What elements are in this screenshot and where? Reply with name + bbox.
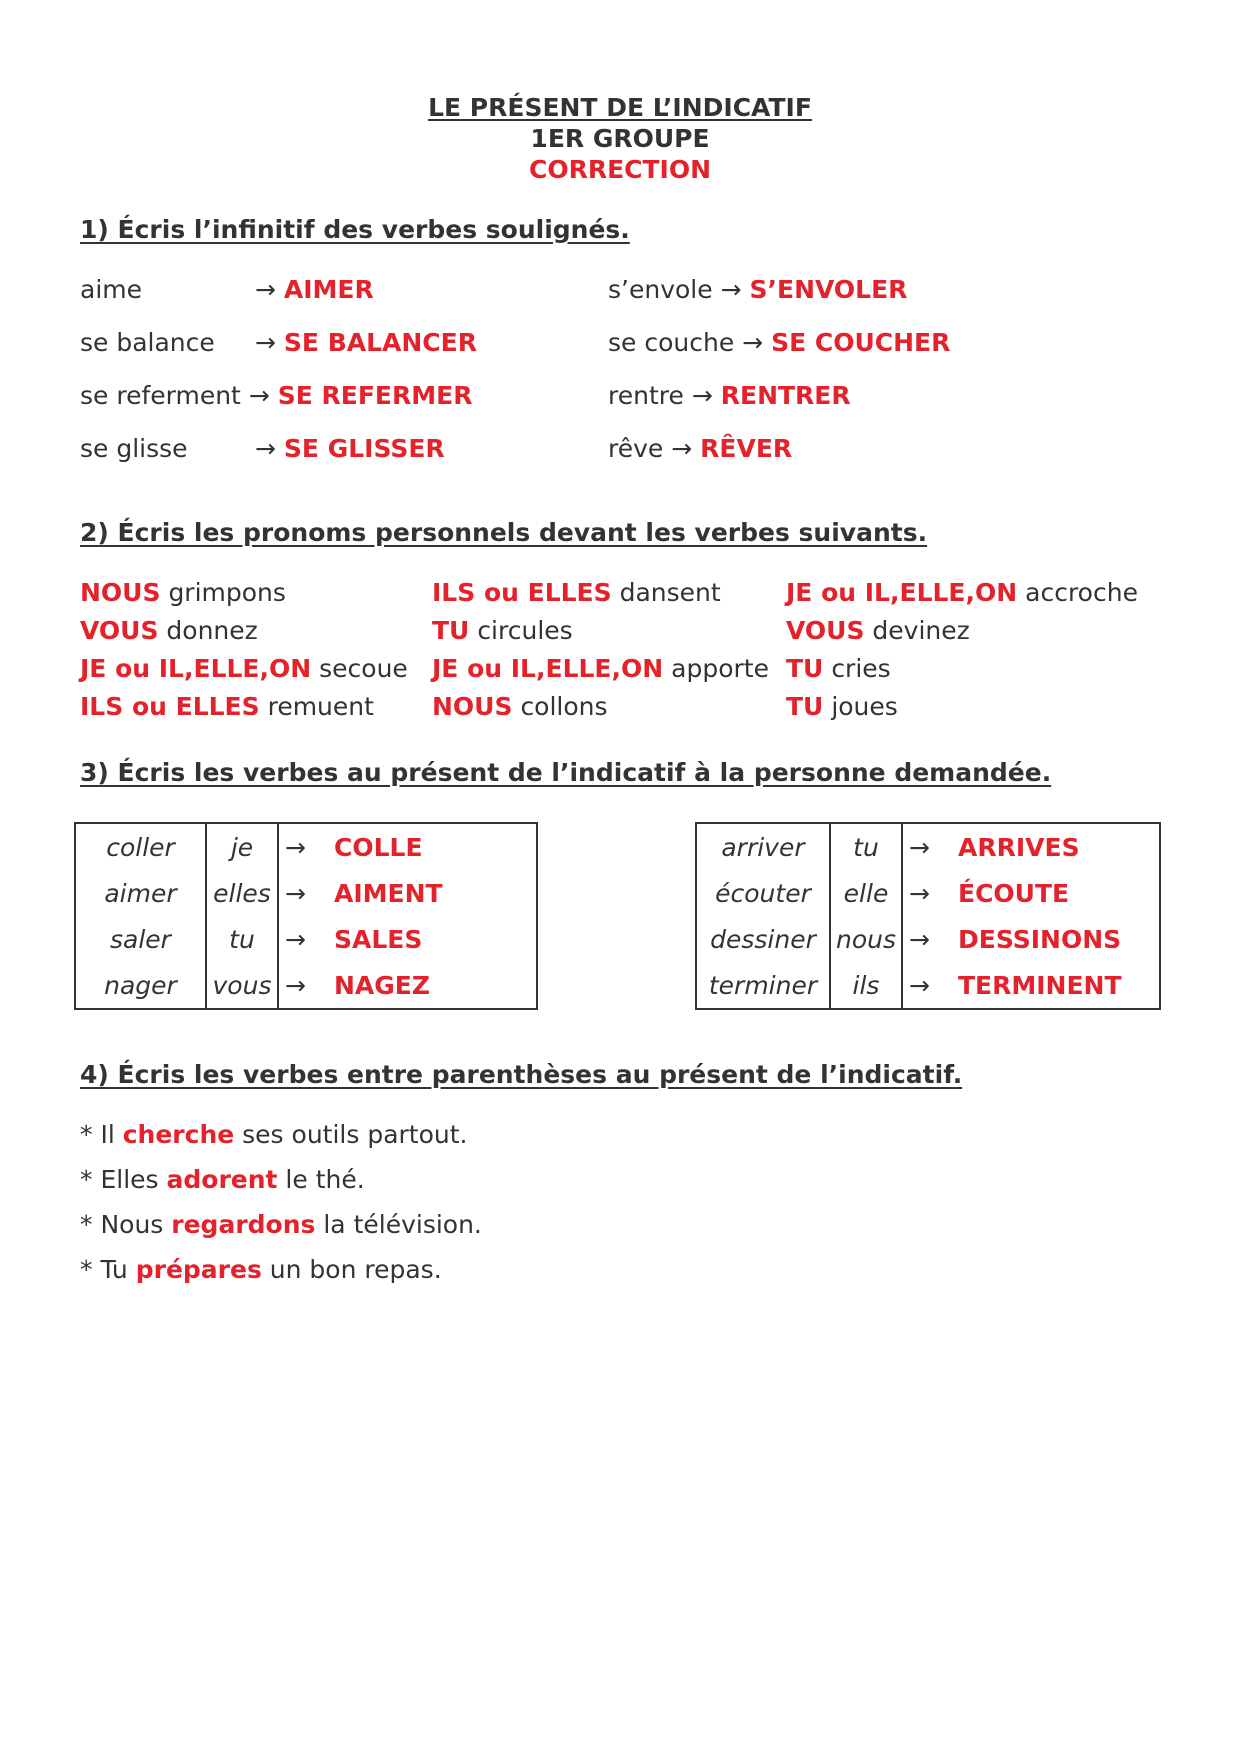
sentence-end: le thé. bbox=[277, 1165, 365, 1194]
arrow-icon: → bbox=[909, 832, 930, 862]
pronoun-text: JE ou IL,ELLE,ON bbox=[432, 654, 664, 683]
answer-cell: NAGEZ bbox=[334, 970, 430, 1000]
pronoun-text: TU bbox=[786, 692, 824, 721]
arrow-icon: → bbox=[255, 328, 276, 357]
sentence-start: * Il bbox=[80, 1120, 123, 1149]
section-1-title: 1) Écris l’infinitif des verbes soulignés. bbox=[80, 215, 630, 244]
pronoun-text: ILS ou ELLES bbox=[80, 692, 260, 721]
answer-cell: AIMENT bbox=[334, 878, 443, 908]
sentence-end: la télévision. bbox=[315, 1210, 482, 1239]
conjugation-table-left bbox=[74, 822, 538, 1010]
arrow-icon: → bbox=[742, 328, 764, 357]
pronoun-text: TU bbox=[786, 654, 824, 683]
list-item bbox=[432, 578, 721, 607]
arrow-icon: → bbox=[671, 434, 693, 463]
arrow-icon: → bbox=[285, 970, 306, 1000]
list-item bbox=[608, 275, 907, 304]
table-row bbox=[75, 962, 537, 1009]
answer-cell: ÉCOUTE bbox=[958, 878, 1070, 908]
verb-text: grimpons bbox=[168, 578, 286, 607]
list-item bbox=[80, 328, 215, 357]
answer-text: SE COUCHER bbox=[771, 328, 951, 357]
pronoun-cell: elles bbox=[206, 870, 278, 916]
pronoun-text: NOUS bbox=[432, 692, 513, 721]
answer-cell: ARRIVES bbox=[958, 832, 1080, 862]
answer-text: SE GLISSER bbox=[283, 434, 445, 463]
verb-cell: écouter bbox=[696, 870, 830, 916]
list-item bbox=[80, 1255, 442, 1284]
answer-text: RÊVER bbox=[700, 434, 793, 463]
list-item bbox=[80, 578, 286, 607]
answer-cell: COLLE bbox=[334, 832, 423, 862]
arrow-icon: → bbox=[285, 832, 306, 862]
correction-label: CORRECTION bbox=[528, 155, 712, 184]
table-row bbox=[75, 823, 537, 870]
verb-cell: nager bbox=[75, 962, 206, 1009]
pronoun-cell: elle bbox=[830, 870, 902, 916]
table-row bbox=[696, 870, 1160, 916]
list-item bbox=[80, 1120, 468, 1149]
section-2-title: 2) Écris les pronoms personnels devant les verbes suivants. bbox=[80, 518, 928, 547]
verb-text: se referment bbox=[80, 381, 241, 410]
pronoun-text: JE ou IL,ELLE,ON bbox=[786, 578, 1018, 607]
answer-text: prépares bbox=[135, 1255, 262, 1284]
list-item bbox=[786, 616, 970, 645]
table-row bbox=[696, 962, 1160, 1009]
pronoun-text: VOUS bbox=[786, 616, 865, 645]
verb-text: secoue bbox=[319, 654, 408, 683]
verb-text: dansent bbox=[619, 578, 721, 607]
section-3-title: 3) Écris les verbes au présent de l’indicatif à la personne demandée. bbox=[80, 758, 1052, 787]
pronoun-cell: je bbox=[206, 823, 278, 870]
answer-text: cherche bbox=[122, 1120, 235, 1149]
list-item bbox=[80, 1210, 482, 1239]
verb-text: remuent bbox=[267, 692, 374, 721]
verb-text: rentre bbox=[608, 381, 684, 410]
verb-text: joues bbox=[831, 692, 898, 721]
pronoun-cell: ils bbox=[830, 962, 902, 1009]
table-row bbox=[696, 916, 1160, 962]
arrow-icon: → bbox=[691, 381, 713, 410]
table-row bbox=[75, 916, 537, 962]
list-item bbox=[80, 692, 374, 721]
verb-text: se couche bbox=[608, 328, 735, 357]
answer-cell: TERMINENT bbox=[958, 970, 1122, 1000]
answer-text: AIMER bbox=[283, 275, 374, 304]
verb-cell: arriver bbox=[696, 823, 830, 870]
verb-text: se glisse bbox=[80, 434, 188, 463]
answer-text: regardons bbox=[171, 1210, 316, 1239]
verb-text: rêve bbox=[608, 434, 664, 463]
answer-text: SE REFERMER bbox=[277, 381, 473, 410]
list-item bbox=[255, 434, 445, 463]
pronoun-text: ILS ou ELLES bbox=[432, 578, 612, 607]
arrow-icon: → bbox=[255, 275, 276, 304]
list-item bbox=[432, 616, 573, 645]
verb-cell: saler bbox=[75, 916, 206, 962]
list-item bbox=[80, 381, 472, 410]
list-item bbox=[432, 654, 769, 683]
arrow-icon: → bbox=[720, 275, 742, 304]
list-item bbox=[608, 434, 792, 463]
conjugation-table-right bbox=[695, 822, 1161, 1010]
list-item bbox=[80, 616, 258, 645]
list-item bbox=[786, 692, 898, 721]
verb-cell: coller bbox=[75, 823, 206, 870]
answer-text: RENTRER bbox=[720, 381, 851, 410]
verb-text: donnez bbox=[166, 616, 258, 645]
table-row bbox=[75, 870, 537, 916]
sentence-start: * Tu bbox=[80, 1255, 136, 1284]
sentence-start: * Nous bbox=[80, 1210, 172, 1239]
list-item bbox=[786, 654, 891, 683]
arrow-icon: → bbox=[909, 970, 930, 1000]
pronoun-cell: nous bbox=[830, 916, 902, 962]
page-header bbox=[0, 92, 1240, 185]
answer-text: SE BALANCER bbox=[283, 328, 477, 357]
list-item bbox=[608, 328, 950, 357]
list-item bbox=[786, 578, 1138, 607]
page-title: LE PRÉSENT DE L’INDICATIF bbox=[428, 93, 812, 122]
answer-cell: SALES bbox=[334, 924, 423, 954]
verb-text: aime bbox=[80, 275, 142, 304]
arrow-icon: → bbox=[248, 381, 270, 410]
verb-cell: dessiner bbox=[696, 916, 830, 962]
verb-text: apporte bbox=[671, 654, 769, 683]
verb-text: devinez bbox=[872, 616, 970, 645]
list-item bbox=[80, 1165, 365, 1194]
verb-cell: terminer bbox=[696, 962, 830, 1009]
sentence-start: * Elles bbox=[80, 1165, 167, 1194]
page-subtitle: 1ER GROUPE bbox=[530, 124, 710, 153]
list-item bbox=[80, 275, 142, 304]
table-row bbox=[696, 823, 1160, 870]
answer-cell: DESSINONS bbox=[958, 924, 1122, 954]
list-item bbox=[255, 328, 477, 357]
verb-text: s’envole bbox=[608, 275, 713, 304]
pronoun-cell: tu bbox=[206, 916, 278, 962]
verb-cell: aimer bbox=[75, 870, 206, 916]
arrow-icon: → bbox=[909, 878, 930, 908]
list-item bbox=[255, 275, 374, 304]
list-item bbox=[432, 692, 608, 721]
pronoun-text: JE ou IL,ELLE,ON bbox=[80, 654, 312, 683]
verb-text: cries bbox=[831, 654, 891, 683]
verb-text: accroche bbox=[1025, 578, 1138, 607]
arrow-icon: → bbox=[285, 924, 306, 954]
section-4-title: 4) Écris les verbes entre parenthèses au présent de l’indicatif. bbox=[80, 1060, 963, 1089]
pronoun-cell: vous bbox=[206, 962, 278, 1009]
sentence-end: ses outils partout. bbox=[234, 1120, 468, 1149]
pronoun-text: VOUS bbox=[80, 616, 159, 645]
answer-text: S’ENVOLER bbox=[749, 275, 908, 304]
pronoun-cell: tu bbox=[830, 823, 902, 870]
arrow-icon: → bbox=[909, 924, 930, 954]
verb-text: collons bbox=[520, 692, 608, 721]
sentence-end: un bon repas. bbox=[261, 1255, 442, 1284]
arrow-icon: → bbox=[255, 434, 276, 463]
pronoun-text: TU bbox=[432, 616, 470, 645]
list-item bbox=[80, 654, 408, 683]
verb-text: se balance bbox=[80, 328, 215, 357]
list-item bbox=[608, 381, 851, 410]
arrow-icon: → bbox=[285, 878, 306, 908]
list-item bbox=[80, 434, 188, 463]
pronoun-text: NOUS bbox=[80, 578, 161, 607]
verb-text: circules bbox=[477, 616, 573, 645]
answer-text: adorent bbox=[166, 1165, 278, 1194]
